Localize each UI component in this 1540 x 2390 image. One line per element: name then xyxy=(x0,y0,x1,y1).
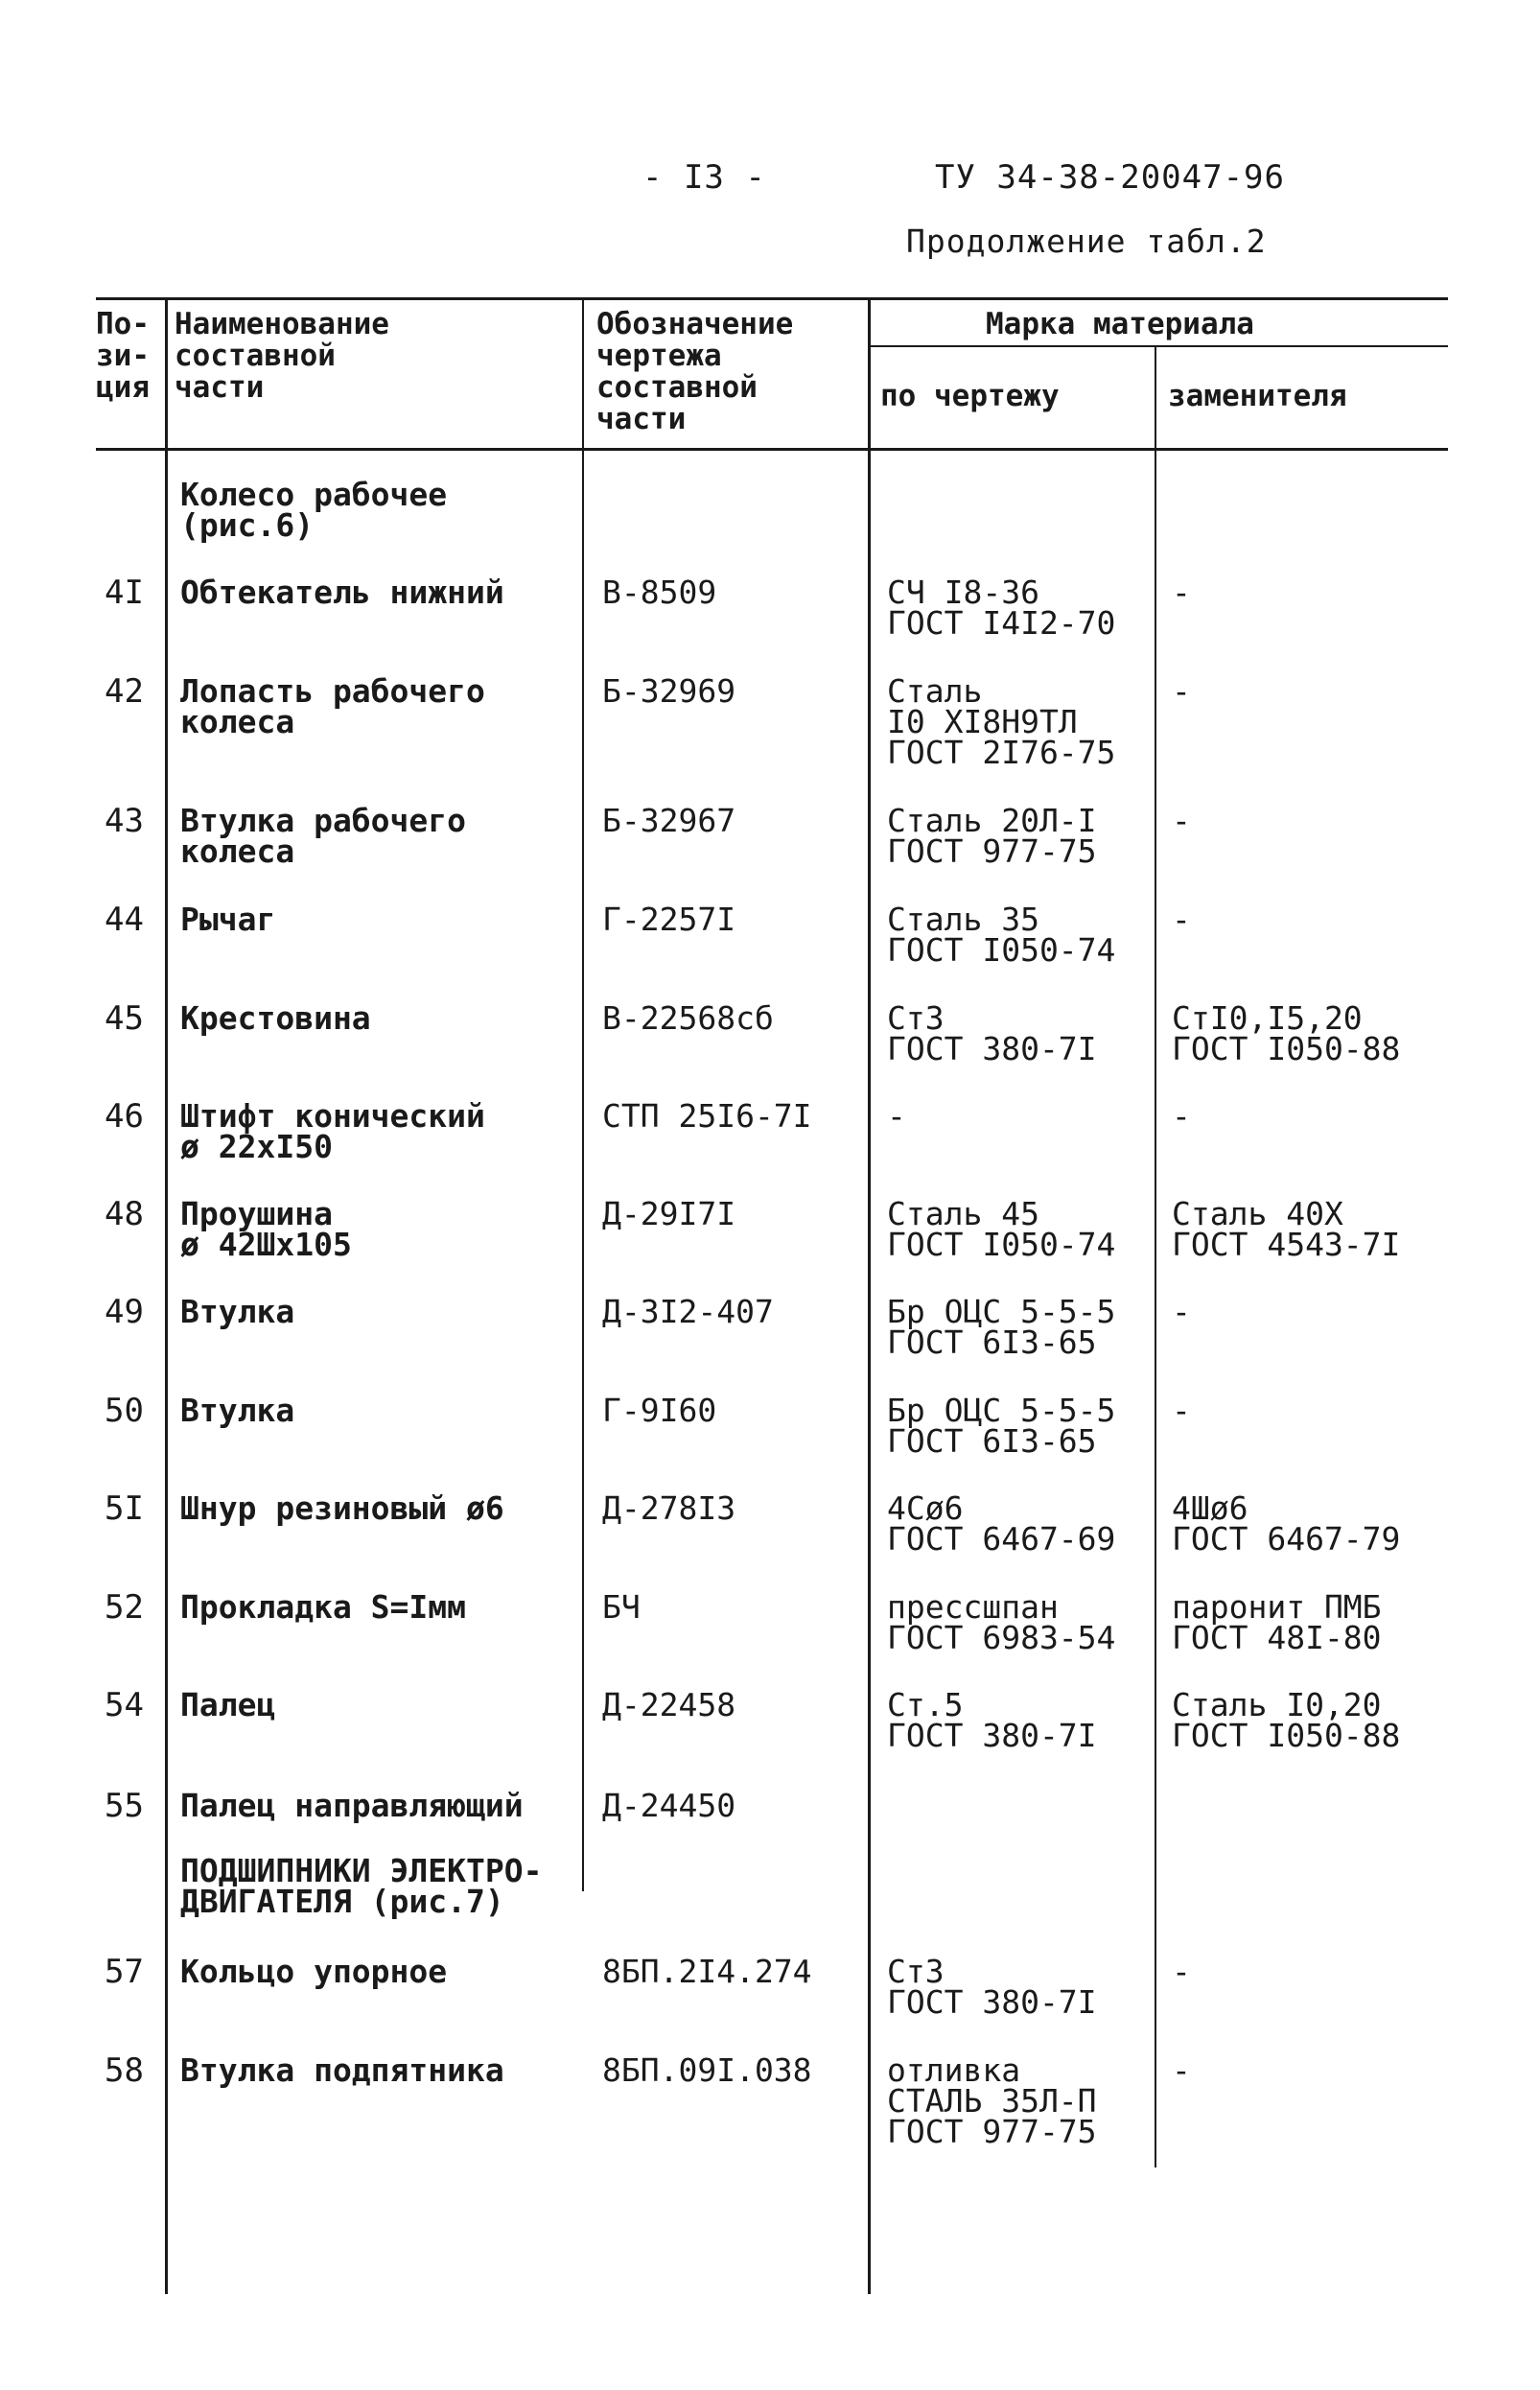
row-drawing: БЧ xyxy=(602,1588,641,1626)
row-name: Штифт конический ø 22xI50 xyxy=(180,1097,485,1165)
document-code: ТУ 34-38-20047-96 xyxy=(935,158,1285,197)
row-name: Рычаг xyxy=(180,901,276,938)
row-drawing: Б-32967 xyxy=(602,802,736,839)
material-subheader-rule xyxy=(868,345,1448,347)
header-material: Марка материала xyxy=(986,307,1254,341)
row-name: Шнур резиновый ø6 xyxy=(180,1489,504,1527)
row-substitute: 4Шø6 ГОСТ 6467-79 xyxy=(1172,1489,1401,1558)
row-substitute: - xyxy=(1172,2051,1191,2089)
header-bottom-rule xyxy=(96,448,1448,451)
row-material: Сталь 20Л-I ГОСТ 977-75 xyxy=(887,802,1097,870)
row-material: Сталь 35 ГОСТ I050-74 xyxy=(887,901,1116,969)
row-name: Втулка подпятника xyxy=(180,2051,504,2089)
row-drawing: Г-9I60 xyxy=(602,1392,717,1429)
row-drawing: СТП 25I6-7I xyxy=(602,1097,812,1135)
header-substitute: заменителя xyxy=(1168,379,1347,413)
row-position: 54 xyxy=(105,1686,144,1724)
row-drawing: Б-32969 xyxy=(602,672,736,710)
column-divider-1 xyxy=(165,299,168,2294)
row-position: 4I xyxy=(105,574,144,612)
row-material: Ст.5 ГОСТ 380-7I xyxy=(887,1686,1097,1754)
row-position: 42 xyxy=(105,672,144,711)
row-drawing: Г-2257I xyxy=(602,901,736,938)
header-position: По- зи- ция xyxy=(96,307,150,405)
row-substitute: Сталь 40Х ГОСТ 4543-7I xyxy=(1172,1195,1401,1263)
row-substitute: - xyxy=(1172,802,1191,839)
row-material: Бр ОЦС 5-5-5 ГОСТ 6I3-65 xyxy=(887,1392,1116,1460)
row-material: Сталь I0 XI8Н9ТЛ ГОСТ 2I76-75 xyxy=(887,672,1116,771)
row-material: отливка СТАЛЬ 35Л-П ГОСТ 977-75 xyxy=(887,2051,1097,2150)
row-substitute: - xyxy=(1172,1293,1191,1330)
row-position: 57 xyxy=(105,1953,144,1991)
row-material: Ст3 ГОСТ 380-7I xyxy=(887,1953,1097,2021)
column-divider-3 xyxy=(868,299,871,2294)
row-drawing: Д-22458 xyxy=(602,1686,736,1723)
row-position: 52 xyxy=(105,1588,144,1627)
row-name: Лопасть рабочего колеса xyxy=(180,672,485,740)
table-top-rule xyxy=(96,297,1448,300)
row-drawing: Д-24450 xyxy=(602,1787,736,1824)
row-material: 4Сø6 ГОСТ 6467-69 xyxy=(887,1489,1116,1558)
row-name: Колесо рабочее (рис.6) xyxy=(180,476,448,544)
row-drawing: Д-278I3 xyxy=(602,1489,736,1527)
row-name: Проушина ø 42Шх105 xyxy=(180,1195,352,1263)
row-name: ПОДШИПНИКИ ЭЛЕКТРО- ДВИГАТЕЛЯ (рис.7) xyxy=(180,1852,543,1920)
column-divider-2 xyxy=(582,299,584,1891)
row-substitute: - xyxy=(1172,672,1191,710)
row-position: 58 xyxy=(105,2051,144,2090)
row-name: Палец xyxy=(180,1686,276,1723)
header-name: Наименование составной части xyxy=(175,307,389,405)
row-material: Ст3 ГОСТ 380-7I xyxy=(887,999,1097,1067)
row-position: 46 xyxy=(105,1097,144,1136)
row-material: - xyxy=(887,1097,906,1135)
row-drawing: 8БП.2I4.274 xyxy=(602,1953,812,1990)
row-name: Палец направляющий xyxy=(180,1787,524,1824)
row-drawing: 8БП.09I.038 xyxy=(602,2051,812,2089)
row-position: 43 xyxy=(105,802,144,840)
row-drawing: Д-3I2-407 xyxy=(602,1293,774,1330)
header-by-drawing: по чертежу xyxy=(880,379,1060,413)
row-material: прессшпан ГОСТ 6983-54 xyxy=(887,1588,1116,1656)
row-drawing: В-8509 xyxy=(602,574,717,611)
header-drawing: Обозначение чертежа составной части xyxy=(596,307,794,436)
row-name: Кольцо упорное xyxy=(180,1953,448,1990)
row-material: Сталь 45 ГОСТ I050-74 xyxy=(887,1195,1116,1263)
row-material: Бр ОЦС 5-5-5 ГОСТ 6I3-65 xyxy=(887,1293,1116,1361)
row-position: 44 xyxy=(105,901,144,939)
row-name: Прокладка S=Iмм xyxy=(180,1588,467,1626)
row-name: Обтекатель нижний xyxy=(180,574,504,611)
row-position: 49 xyxy=(105,1293,144,1331)
row-substitute: СтI0,I5,20 ГОСТ I050-88 xyxy=(1172,999,1401,1067)
row-substitute: - xyxy=(1172,1953,1191,1990)
row-material: СЧ I8-36 ГОСТ I4I2-70 xyxy=(887,574,1116,642)
row-substitute: - xyxy=(1172,901,1191,938)
row-drawing: Д-29I7I xyxy=(602,1195,736,1232)
row-name: Втулка xyxy=(180,1293,295,1330)
row-drawing: В-22568сб xyxy=(602,999,774,1037)
row-substitute: Сталь I0,20 ГОСТ I050-88 xyxy=(1172,1686,1401,1754)
row-name: Крестовина xyxy=(180,999,371,1037)
row-position: 50 xyxy=(105,1392,144,1430)
row-position: 45 xyxy=(105,999,144,1038)
row-substitute: - xyxy=(1172,1392,1191,1429)
column-divider-4 xyxy=(1155,345,1156,2167)
row-substitute: - xyxy=(1172,574,1191,611)
table-continuation-label: Продолжение табл.2 xyxy=(906,223,1267,260)
row-name: Втулка рабочего колеса xyxy=(180,802,467,870)
row-position: 55 xyxy=(105,1787,144,1825)
page-number: - I3 - xyxy=(642,158,766,197)
row-name: Втулка xyxy=(180,1392,295,1429)
row-position: 5I xyxy=(105,1489,144,1528)
row-substitute: паронит ПМБ ГОСТ 48I-80 xyxy=(1172,1588,1382,1656)
row-position: 48 xyxy=(105,1195,144,1233)
row-substitute: - xyxy=(1172,1097,1191,1135)
